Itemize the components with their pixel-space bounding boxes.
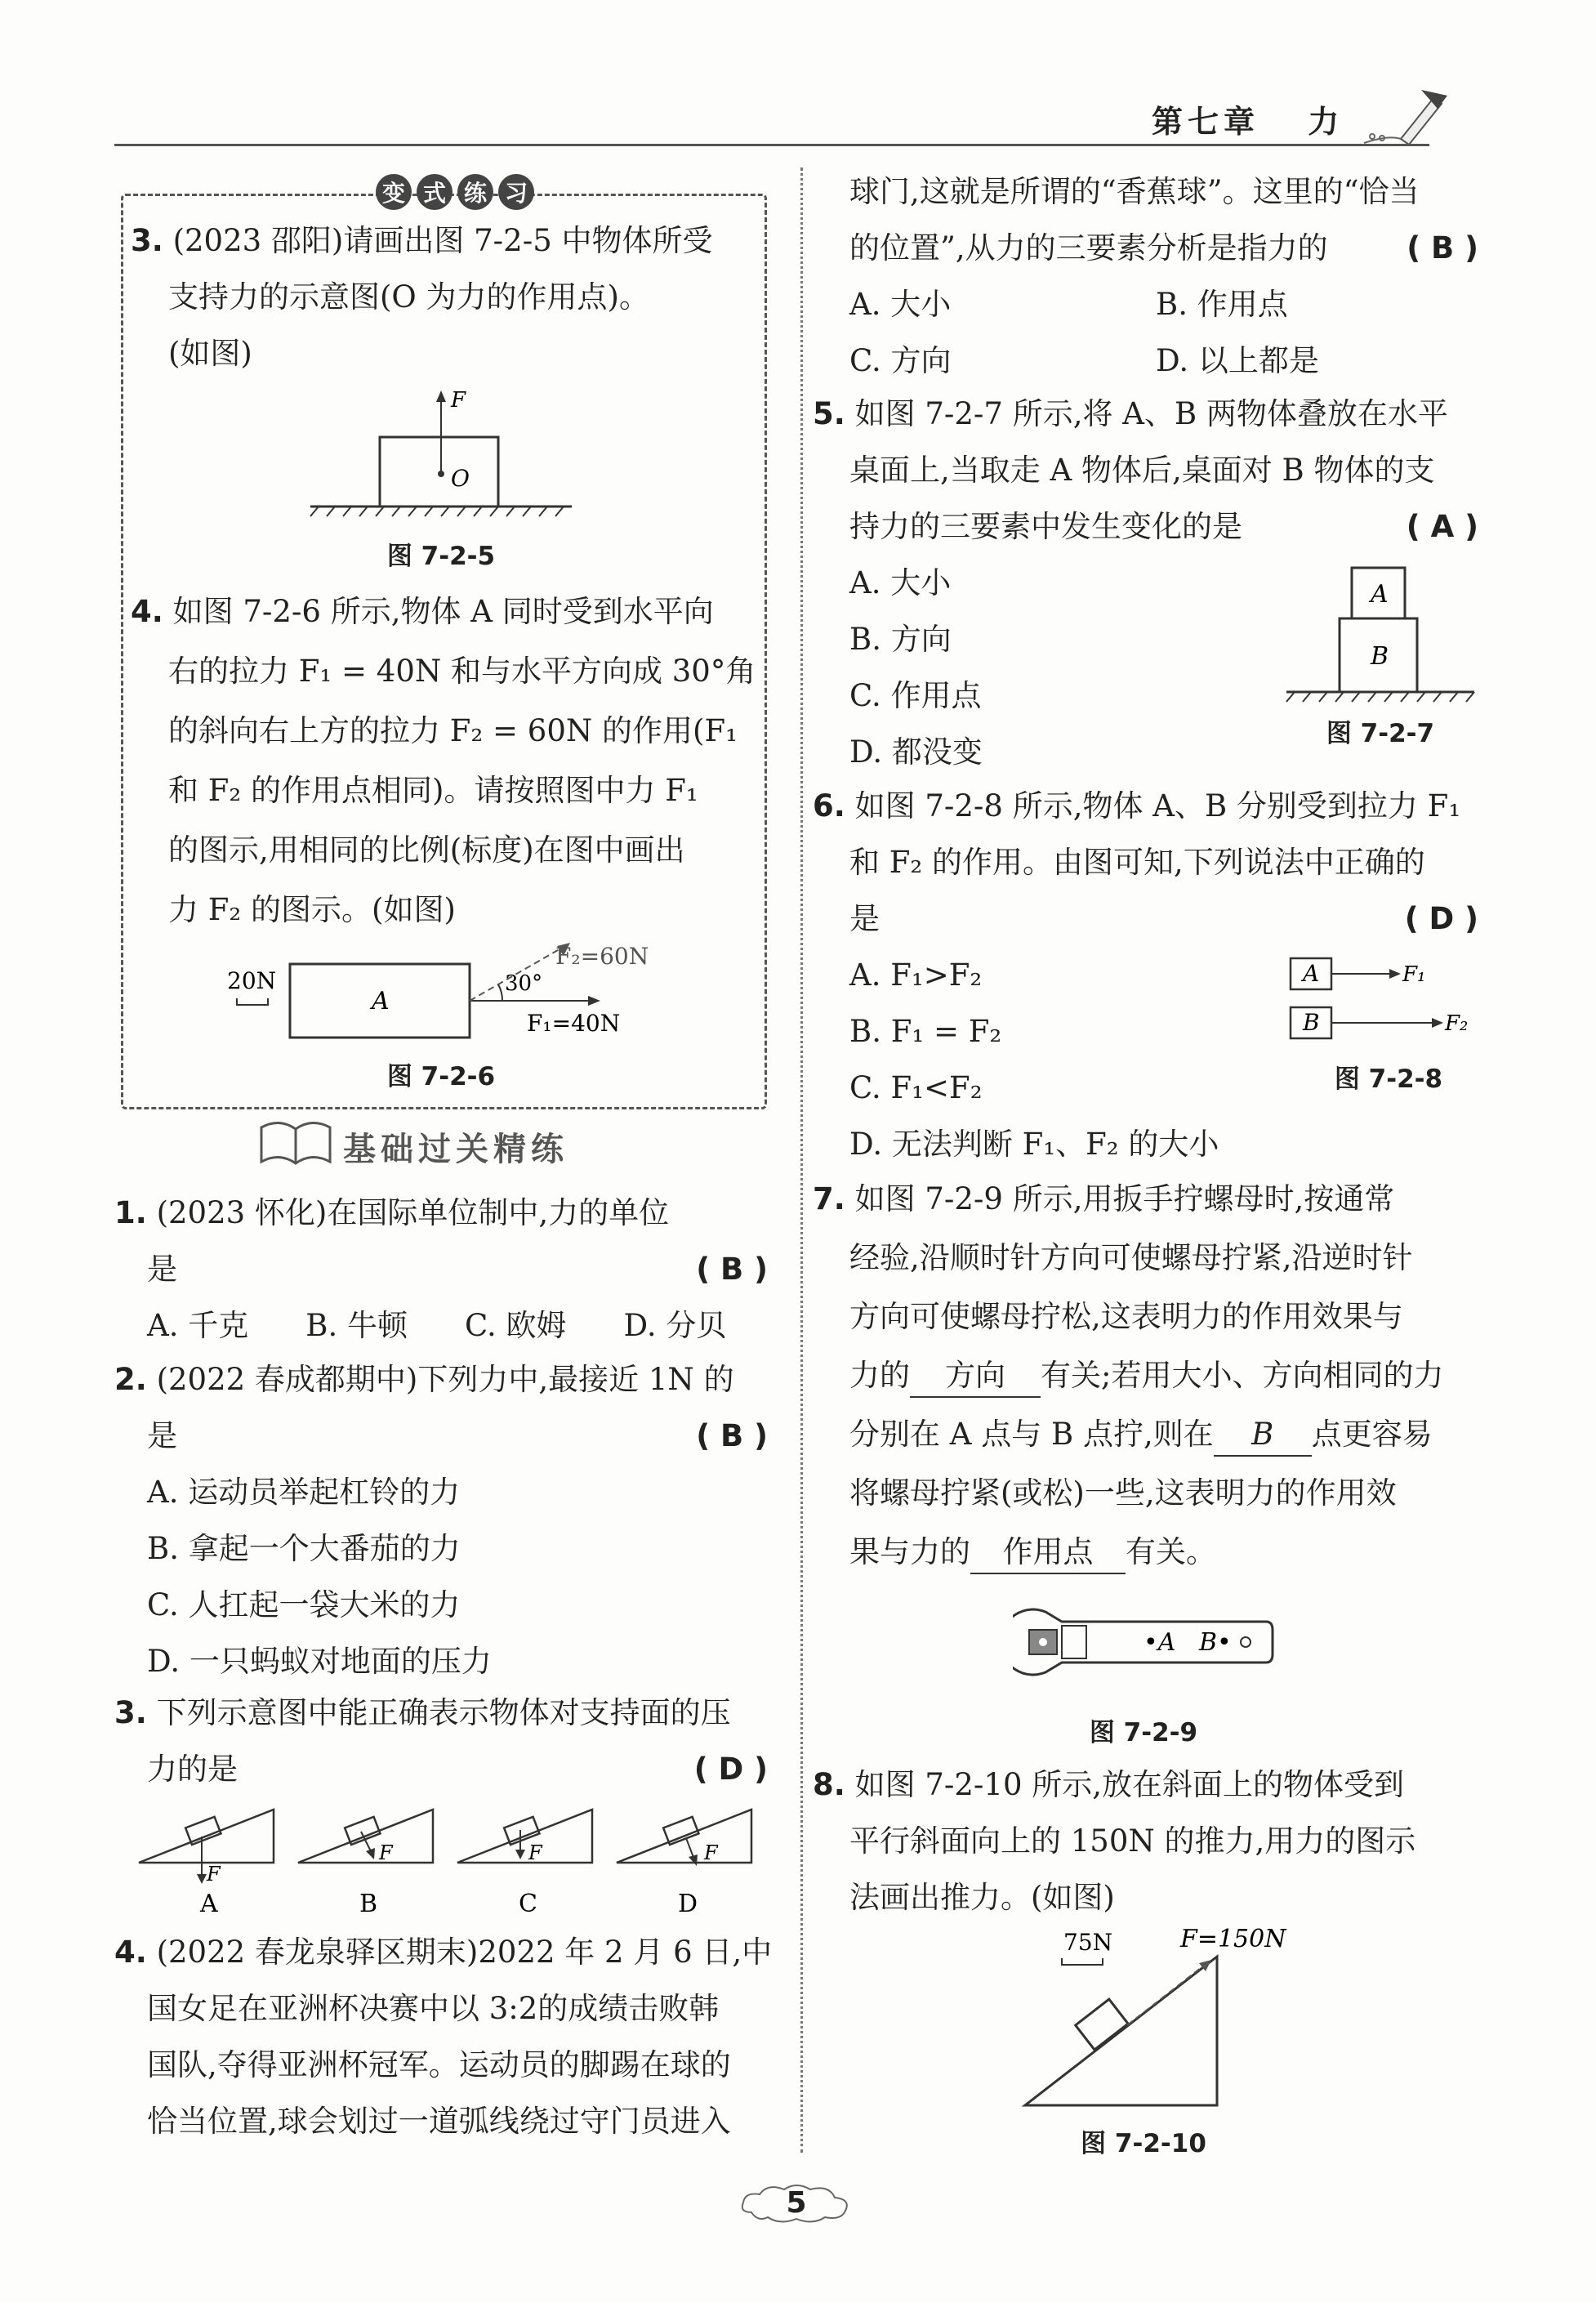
answer-bracket: ( B ) (696, 1252, 768, 1287)
answer-bracket: ( A ) (1406, 509, 1478, 544)
practice-badge (368, 174, 542, 215)
practice-q3 (131, 212, 713, 382)
option: C. 欧姆 (464, 1308, 567, 1343)
question-text: 有关;若用大小、方向相同的力 (1041, 1358, 1444, 1393)
question-line: 恰当位置,球会划过一道弧线绕过守门员进入 (147, 2104, 731, 2139)
question-text: 果与力的 (849, 1534, 970, 1569)
question-number: 5. (813, 396, 845, 431)
question-line: 的图示,用相同的比例(标度)在图中画出 (168, 832, 685, 868)
figure-caption: 图 7-2-6 (386, 1062, 496, 1091)
basic-q7 (813, 1170, 1478, 1582)
option: B. 拿起一个大番茄的力 (147, 1531, 461, 1566)
question-line: 经验,沿顺时针方向可使螺母拧紧,沿逆时针 (849, 1240, 1413, 1275)
question-text: 点更容易 (1311, 1417, 1433, 1452)
option: B. 牛顿 (305, 1308, 408, 1343)
figure-7-2-7 (1282, 560, 1478, 707)
question-line: 如图 7-2-7 所示,将 A、B 两物体叠放在水平 (854, 396, 1448, 431)
question-number: 2. (114, 1362, 147, 1397)
question-number: 4. (114, 1935, 147, 1970)
badge-char: 变 (376, 174, 412, 210)
answer-blank: 作用点 (970, 1532, 1126, 1574)
figure-7-2-10 (1021, 1924, 1299, 2112)
option: C. 方向 (849, 343, 952, 378)
option-label: B (359, 1890, 378, 1918)
point-label: •A (1144, 1628, 1176, 1657)
block-label: A (1303, 960, 1320, 987)
body-label: A (372, 987, 390, 1015)
answer-bracket: ( B ) (696, 1418, 768, 1453)
option: C. 人扛起一袋大米的力 (147, 1587, 461, 1622)
question-line: 如图 7-2-8 所示,物体 A、B 分别受到拉力 F₁ (854, 788, 1461, 823)
option: D. 都没变 (849, 734, 983, 770)
question-text: 有关。 (1126, 1534, 1216, 1569)
figure-7-2-6 (221, 939, 678, 1046)
question-number: 4. (131, 594, 163, 629)
question-line: 右的拉力 F₁ = 40N 和与水平方向成 30°角 (168, 654, 756, 689)
question-text: 分别在 A 点与 B 点拧,则在 (849, 1417, 1214, 1452)
question-number: 1. (114, 1195, 147, 1230)
question-line: 力 F₂ 的图示。(如图) (168, 892, 456, 927)
basic-q1 (114, 1185, 768, 1354)
force-label: F (704, 1841, 718, 1864)
force-label: F (528, 1841, 542, 1864)
question-number: 3. (114, 1695, 147, 1730)
figure-7-2-5 (302, 376, 580, 523)
badge-char: 练 (457, 174, 493, 210)
answer-bracket: ( D ) (693, 1752, 768, 1787)
question-line: 和 F₂ 的作用点相同)。请按照图中力 F₁ (168, 773, 698, 808)
force-label: F₂=60N (555, 943, 649, 970)
figure-caption: 图 7-2-8 (1334, 1064, 1443, 1094)
question-line: 如图 7-2-9 所示,用扳手拧螺母时,按通常 (854, 1181, 1395, 1216)
question-line: 球门,这就是所谓的“香蕉球”。这里的“恰当 (849, 174, 1420, 209)
badge-char: 式 (417, 174, 452, 210)
column-divider (800, 167, 803, 2153)
question-number: 7. (813, 1181, 845, 1216)
basic-q4-continued (849, 163, 1478, 389)
chapter-label: 第七章 (1152, 104, 1260, 140)
question-line: 将螺母拧紧(或松)一些,这表明力的作用效 (849, 1475, 1397, 1511)
question-line: 是 (147, 1418, 177, 1453)
option-label: A (200, 1890, 218, 1918)
question-line: 如图 7-2-10 所示,放在斜面上的物体受到 (854, 1767, 1405, 1802)
option: C. 作用点 (849, 678, 982, 713)
option: B. F₁ = F₂ (849, 1014, 1002, 1049)
option-label: C (519, 1890, 537, 1918)
question-line: 国女足在亚洲杯决赛中以 3:2的成绩击败韩 (147, 1991, 720, 2026)
question-line: 国队,夺得亚洲杯冠军。运动员的脚踢在球的 (147, 2047, 731, 2082)
question-line: 下列示意图中能正确表示物体对支持面的压 (156, 1695, 731, 1730)
block-label: B (1371, 642, 1389, 671)
question-line: 是 (849, 901, 880, 936)
option: B. 方向 (849, 622, 952, 657)
option: B. 作用点 (1156, 287, 1288, 322)
section-title: 基础过关精练 (343, 1131, 568, 1168)
question-line: 支持力的示意图(O 为力的作用点)。 (168, 279, 649, 315)
force-label: F (207, 1863, 221, 1886)
answer-blank: 方向 (910, 1355, 1041, 1398)
question-line: 法画出推力。(如图) (849, 1880, 1115, 1915)
question-line: (2023 邵阳)请画出图 7-2-5 中物体所受 (172, 223, 713, 258)
option: D. 无法判断 F₁、F₂ 的大小 (849, 1127, 1219, 1162)
chapter-topic: 力 (1308, 104, 1344, 140)
question-line: 的斜向右上方的拉力 F₂ = 60N 的作用(F₁ (168, 713, 738, 748)
force-label: F₁ (1402, 962, 1426, 987)
figure-pressure-options (135, 1797, 772, 1920)
answer-blank: B (1214, 1414, 1312, 1457)
answer-bracket: ( B ) (1407, 230, 1478, 266)
book-icon (255, 1111, 337, 1168)
question-line: 是 (147, 1252, 177, 1287)
basic-q2 (114, 1351, 768, 1689)
figure-caption: 图 7-2-7 (1326, 719, 1435, 748)
basic-q8 (813, 1756, 1478, 1926)
question-line: 的位置”,从力的三要素分析是指力的 (849, 230, 1328, 266)
option-label: D (678, 1890, 698, 1918)
chapter-header (1152, 96, 1344, 141)
force-label: F (379, 1841, 393, 1864)
figure-caption: 图 7-2-5 (386, 542, 496, 571)
question-line: (2022 春成都期中)下列力中,最接近 1N 的 (156, 1362, 734, 1397)
option: D. 分贝 (623, 1308, 727, 1343)
point-label: B• (1199, 1628, 1232, 1657)
question-number: 6. (813, 788, 845, 823)
question-line: (2022 春龙泉驿区期末)2022 年 2 月 6 日,中 (156, 1935, 773, 1970)
scale-label: 75N (1063, 1929, 1113, 1956)
question-line: 平行斜面向上的 150N 的推力,用力的图示 (849, 1823, 1416, 1859)
question-line: 和 F₂ 的作用。由图可知,下列说法中正确的 (849, 845, 1425, 880)
scale-label: 20N (227, 967, 277, 994)
page-number: 5 (786, 2186, 807, 2220)
badge-char: 习 (498, 174, 534, 210)
question-line: 桌面上,当取走 A 物体后,桌面对 B 物体的支 (849, 453, 1435, 488)
option: D. 以上都是 (1156, 343, 1319, 378)
question-line: 如图 7-2-6 所示,物体 A 同时受到水平向 (172, 594, 714, 629)
option: A. 千克 (147, 1308, 249, 1343)
question-number: 8. (813, 1767, 845, 1802)
force-label: F=150N (1180, 1925, 1286, 1953)
option: A. 大小 (849, 287, 952, 322)
question-text: 力的 (849, 1358, 910, 1393)
figure-7-2-8 (1286, 952, 1482, 1050)
figure-caption: 图 7-2-9 (1089, 1718, 1198, 1747)
force-label: F₁=40N (527, 1010, 621, 1037)
question-line: (2023 怀化)在国际单位制中,力的单位 (156, 1195, 670, 1230)
figure-caption: 图 7-2-10 (1081, 2129, 1206, 2158)
question-line: 力的是 (147, 1752, 238, 1787)
option: A. 运动员举起杠铃的力 (147, 1475, 461, 1510)
block-label: B (1303, 1009, 1320, 1036)
point-label: O (451, 465, 470, 492)
option: D. 一只蚂蚁对地面的压力 (147, 1644, 492, 1679)
pencil-logo-icon (1356, 78, 1454, 151)
force-label: F (451, 388, 466, 413)
option: A. F₁>F₂ (849, 957, 983, 993)
option: A. 大小 (849, 565, 952, 600)
answer-bracket: ( D ) (1404, 901, 1478, 936)
question-line: 持力的三要素中发生变化的是 (849, 509, 1242, 544)
option: C. F₁<F₂ (849, 1070, 983, 1105)
angle-label: 30° (505, 971, 543, 996)
question-line: 方向可使螺母拧松,这表明力的作用效果与 (849, 1299, 1403, 1334)
question-number: 3. (131, 223, 163, 258)
force-label: F₂ (1445, 1011, 1469, 1036)
practice-q4 (131, 582, 756, 939)
header-rule (114, 144, 1429, 146)
block-label: A (1371, 580, 1389, 609)
basic-q4 (114, 1924, 773, 2149)
question-line: (如图) (168, 336, 252, 371)
basic-q3 (114, 1685, 768, 1797)
figure-7-2-9-wrench (1013, 1605, 1274, 1679)
